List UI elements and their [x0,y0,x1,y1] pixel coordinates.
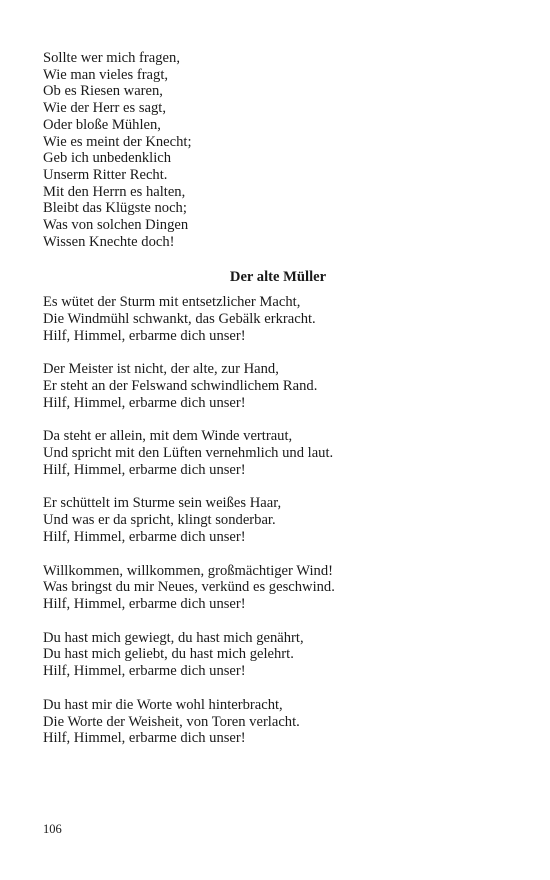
poem-line: Es wütet der Sturm mit entsetzlicher Macht, [43,294,301,311]
poem-refrain: Hilf, Himmel, erbarme dich unser! [43,595,246,612]
intro-line: Wie es meint der Knecht; [43,133,192,150]
poem-stanza [43,697,513,747]
page-number: 106 [43,822,62,836]
poem-line: Da steht er allein, mit dem Winde vertraut, [43,428,293,445]
poem-refrain: Hilf, Himmel, erbarme dich unser! [43,528,246,545]
poem-line: Und spricht mit den Lüften vernehmlich und laut. [43,445,334,462]
poem-refrain: Hilf, Himmel, erbarme dich unser! [43,461,246,478]
intro-line: Sollte wer mich fragen, [43,50,180,66]
intro-line: Oder bloße Mühlen, [43,116,161,133]
poem-line: Du hast mich gewiegt, du hast mich genährt, [43,629,304,646]
poem-line: Die Windmühl schwankt, das Gebälk erkracht. [43,310,316,327]
poem-refrain: Hilf, Himmel, erbarme dich unser! [43,394,246,411]
poem-stanza [43,361,513,411]
intro-line: Was von solchen Dingen [43,217,189,234]
poem-stanza [43,428,513,478]
poem-stanza [43,294,513,344]
poem-line: Der Meister ist nicht, der alte, zur Hand, [43,361,279,378]
poem-line: Was bringst du mir Neues, verkünd es geschwind. [43,579,335,596]
intro-line: Geb ich unbedenklich [43,150,172,167]
poem-line: Er steht an der Felswand schwindlichem Rand. [43,377,318,394]
poem-stanza [43,495,513,545]
intro-line: Wie man vieles fragt, [43,66,169,83]
poem-line: Und was er da spricht, klingt sonderbar. [43,512,276,529]
poem-line: Du hast mir die Worte wohl hinterbracht, [43,696,283,713]
poem-stanza [43,630,513,680]
poem-refrain: Hilf, Himmel, erbarme dich unser! [43,730,246,747]
poem-stanza [43,563,513,613]
poem-line: Du hast mich geliebt, du hast mich gelehrt. [43,646,294,663]
poem-line: Willkommen, willkommen, großmächtiger Wind! [43,562,333,579]
intro-line: Wissen Knechte doch! [43,233,175,250]
intro-line: Ob es Riesen waren, [43,83,163,100]
intro-line: Unserm Ritter Recht. [43,166,168,183]
intro-line: Wie der Herr es sagt, [43,100,166,117]
book-page [43,50,513,747]
poem-line: Er schüttelt im Sturme sein weißes Haar, [43,495,282,512]
poem-refrain: Hilf, Himmel, erbarme dich unser! [43,327,246,344]
poem-refrain: Hilf, Himmel, erbarme dich unser! [43,663,246,680]
intro-stanza [43,50,513,250]
poem-title: Der alte Müller [229,269,327,286]
intro-line: Bleibt das Klügste noch; [43,200,187,217]
intro-line: Mit den Herrn es halten, [43,183,186,200]
poem-line: Die Worte der Weisheit, von Toren verlacht. [43,713,300,730]
